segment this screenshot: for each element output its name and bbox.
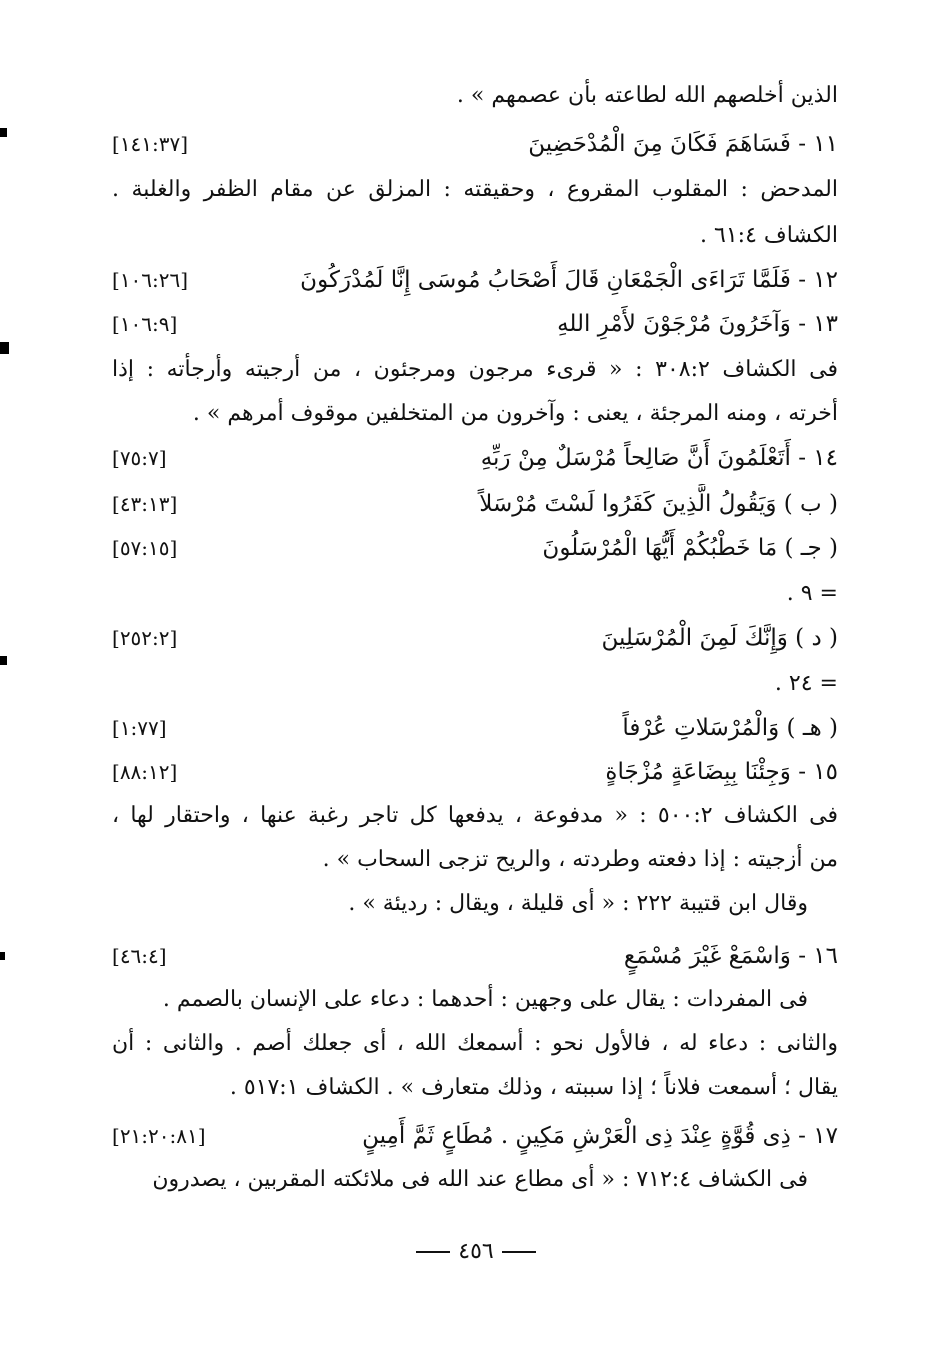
verse-reference: [٧٥:٧] [112,438,173,478]
text-line: الكشاف ٦١:٤ . [700,223,838,248]
verse-reference: [١٠٦:٩] [112,304,183,344]
text-line: الذين أخلصهم الله لطاعته بأن عصمهم » . [456,83,838,108]
scan-mark [0,952,5,960]
verse-line: ١١ - فَسَاهَمَ فَكَانَ مِنَ الْمُدْحَضِينَ [528,131,838,157]
text-line: والثانى : دعاء له ، فالأول نحو : أسمعك الله ، أى جعلك أصم . والثانى : أن [112,1031,838,1056]
text-line: أخرته ، ومنه المرجئة ، يعنى : وآخرون من المتخلفين موقوف أمرهم » . [192,401,838,426]
verse-reference: [١٤١:٣٧] [112,124,194,164]
text-line: من أزجيته : إذا دفعته وطردته ، والريح تزجى السحاب » . [322,847,838,872]
verse-line: ( هـ ) وَالْمُرْسَلاتِ عُرْفاً [622,715,838,741]
verse-line: ١٤ - أَتَعْلَمُونَ أَنَّ صَالِحاً مُرْسَلٌ مِنْ رَبِّهِ [480,445,838,471]
verse-line: ( د ) وَإِنَّكَ لَمِنَ الْمُرْسَلِينَ [601,625,838,651]
page-number-dash [416,1251,450,1253]
verse-reference: [١٠٦:٢٦] [112,260,194,300]
verse-line: ( ب ) وَيَقُولُ الَّذِينَ كَفَرُوا لَسْتَ مُرْسَلاً [479,491,838,517]
verse-reference: [٤٣:١٣] [112,484,183,524]
text-line: = ٩ . [786,581,838,606]
text-line: المدحض : المقلوب المقروع ، وحقيقته : المزلق عن مقام الظفر والغلبة . [112,177,838,202]
text-line: فى المفردات : يقال على وجهين : أحدهما : دعاء على الإنسان بالصمم . [162,987,808,1012]
text-line: فى الكشاف ٥٠٠:٢ : « مدفوعة ، يدفعها كل تاجر رغبة عنها ، واحتقار لها ، [112,803,838,828]
scan-mark [0,128,7,137]
page-number-text: ٤٥٦ [458,1239,494,1264]
page-number-dash [502,1251,536,1253]
text-line: يقال ؛ أسمعت فلاناً ؛ إذا سببته ، وذلك متعارف » . الكشاف ٥١٧:١ . [229,1075,838,1100]
verse-reference: [١:٧٧] [112,708,173,748]
text-line: فى الكشاف ٣٠٨:٢ : « قرىء مرجون ومرجئون ، من أرجيته وأرجأته : إذا [112,357,838,382]
verse-reference: [٥٧:١٥] [112,528,183,568]
text-line: = ٢٤ . [774,671,838,696]
verse-reference: [٢١:٢٠:٨١] [112,1116,212,1156]
verse-line: ١٦ - وَاسْمَعْ غَيْرَ مُسْمَعٍ [623,943,838,969]
verse-line: ١٧ - ذِى قُوَّةٍ عِنْدَ ذِى الْعَرْشِ مَكِينٍ . مُطَاعٍ ثَمَّ أَمِينٍ [362,1123,838,1149]
verse-reference: [٢٥٢:٢] [112,618,183,658]
verse-reference: [٤٦:٤] [112,936,173,976]
text-line: وقال ابن قتيبة ٢٢٢ : « أى قليلة ، ويقال : رديئة » . [348,891,808,916]
verse-line: ١٢ - فَلَمَّا تَرَاءَى الْجَمْعَانِ قَالَ أَصْحَابُ مُوسَى إِنَّا لَمُدْرَكُونَ [300,267,838,293]
text-line: فى الكشاف ٧١٢:٤ : « أى مطاع عند الله فى ملائكته المقربين ، يصدرون [152,1167,808,1192]
verse-line: ١٣ - وَآخَرُونَ مُرْجَوْنَ لأَمْرِ اللهِ [557,311,838,337]
page-number [0,1232,952,1272]
scan-mark [0,342,9,354]
verse-line: ١٥ - وَجِئْنَا بِبِضَاعَةٍ مُزْجَاةٍ [605,759,838,785]
verse-line: ( جـ ) مَا خَطْبُكُمْ أَيُّهَا الْمُرْسَلُونَ [542,535,838,561]
scan-mark [0,656,7,665]
verse-reference: [٨٨:١٢] [112,752,183,792]
